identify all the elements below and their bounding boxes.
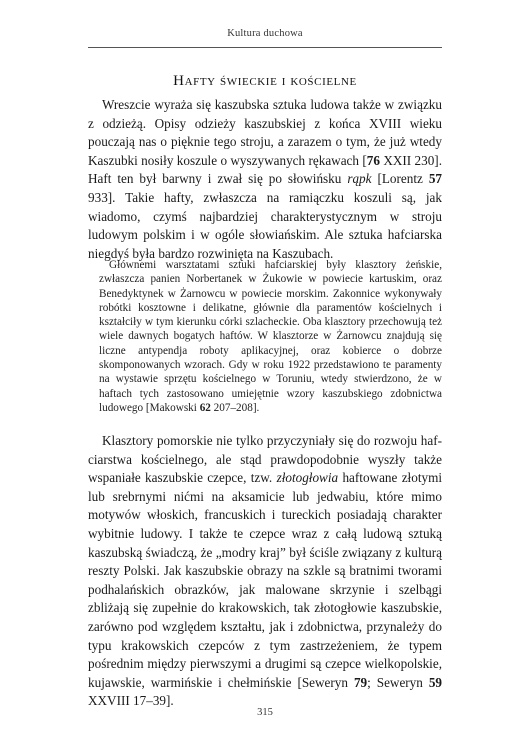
para1-run: Wreszcie wyraża się kaszubska sztuka ludowa także w związku z odzieżą. Opisy odzieży kaszubskiej z końca XVIII wieku pouczają nas o pięknie tego stroju, a zarazem o tym, że już wtedy Kaszubki nosiły koszule o wyszywanych rękawach [ [88, 97, 442, 168]
page-number: 315 [257, 707, 273, 718]
block-quote [99, 258, 442, 415]
quote-run: Głównemi warsztatami sztuki hafciarskiej były klasztory żeńskie, zwłaszcza panien Norbertanek w Żukowie w powiecie kartuskim, oraz Benedyktynek w Żarnowcu w powiecie morskim. Zakonnice wykonywały robótki kosztowne i delikatne, głównie dla paramentów kościelnych i kształciły w tym kierunku córki szlacheckie. Oba klasztory przechowują też wiele dawnych bogatych haftów. W klasztorze w Żarnowcu znajdują się liczne antypendja roboty aplikacyjnej, oraz kobierce o dobrze skomponowanych wzorach. Gdy w roku 1922 przedstawiono te paramenty na wystawie sprzętu kościelnego w Toruniu, wtedy stwierdzono, że w haftach tych zastosowano umiejętnie wzory kaszubskiego zdobnictwa ludowego [Makowski [99, 259, 442, 414]
block-quote-text [99, 258, 442, 415]
paragraph-2 [88, 432, 442, 711]
para2-run: haftowane złotymi lub srebrnymi nićmi na aksamicie lub jedwabiu, które mimo motywów włoskich, francuskich i tureckich posiadają charakter wybitnie ludowy. I także te czepce wraz z całą ludową sztuką kaszubską świadczą, że „modry kraj” był ściśle związany z kulturą reszty Polski. Jak kaszubskie obrazy na szkle są bratnimi tworami podhalańskich obrazków, jak malowane skrzynie i szelbągi zbliżają się zupełnie do krakowskich, tak złotogłowie kaszubskie, zarówno pod względem kształtu, jak i zdobnictwa, przynależy do typu krakowskich czepców z tym zastrzeżeniem, że typem pośrednim między pierwszymi a drugimi są czepce wielkopolskie, kujawskie, warmińskie i chełmińskie [Seweryn [88, 470, 442, 690]
para2-run: ; Seweryn [367, 674, 429, 690]
quote-run: 207–208]. [210, 401, 260, 414]
paragraph-1-text [88, 96, 442, 263]
para2-run: 79 [353, 674, 368, 690]
para2-run: XXVIII 17–39]. [88, 693, 174, 709]
para1-run: XXII 230]. Haft ten był barwny i zwał się po słowińsku [88, 152, 442, 187]
para1-run: 57 [428, 171, 442, 187]
para1-run: 933]. Takie hafty, zwłaszcza na ramiączku koszuli są, jak wiadomo, czymś najbardziej charakterystycznym w stroju ludowym polskim i w ogóle słowiańskim. Ale sztuka hafciarska niegdyś była bardzo rozwinięta na Kaszubach. [88, 189, 442, 261]
section-title-initial: H [173, 73, 185, 89]
section-title [0, 73, 530, 90]
para2-run: 59 [428, 674, 443, 690]
para1-run: [Lorentz [371, 171, 429, 187]
quote-run: 62 [199, 401, 211, 414]
para2-run: Klasztory pomorskie nie tylko przyczyniały się do rozwoju hafciarstwa kościelnego, ale stąd prawdopodobnie wyszły także wspaniałe kaszubskie czepce, tzw. [88, 433, 442, 486]
section-title-rest: afty świeckie i kościelne [184, 73, 357, 89]
header-rule [88, 47, 442, 48]
paragraph-2-text [88, 432, 442, 711]
para1-run: rąpk [347, 171, 372, 187]
para1-run: 76 [366, 152, 380, 168]
para2-run: złotogłowia [276, 470, 339, 486]
running-head: Kultura duchowa [227, 28, 303, 39]
paragraph-1 [88, 96, 442, 263]
